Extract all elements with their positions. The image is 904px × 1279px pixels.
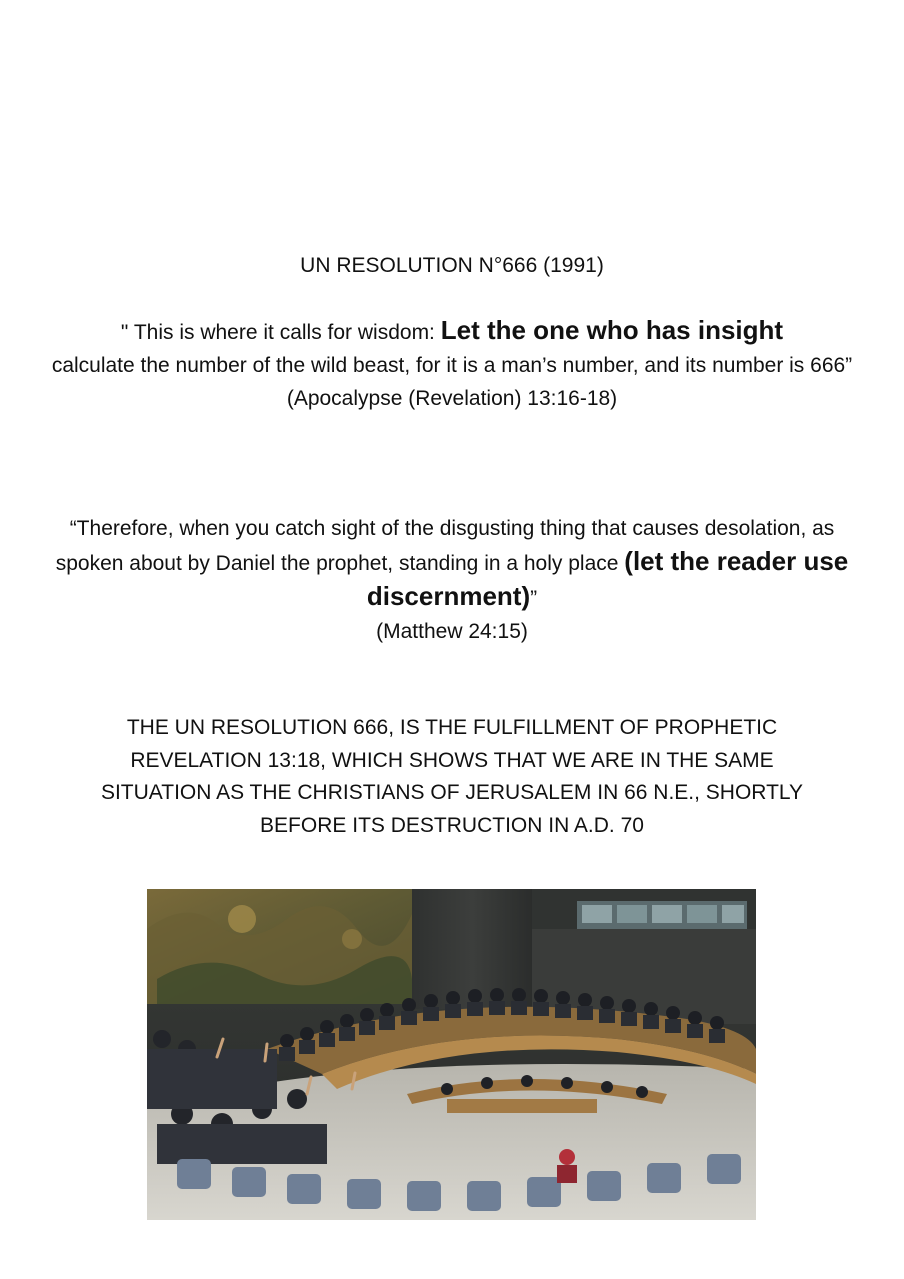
matthew-quote-emphasis: (let the reader use discernment) [366,546,849,611]
matthew-quote-close: ” [530,587,538,610]
revelation-reference: (Apocalypse (Revelation) 13:16-18) [286,387,618,410]
matthew-quote-text: “Therefore, when you catch sight of the disgusting thing that causes desolation, as spoken about by Daniel the prophet, standing in a holy place [55,517,835,575]
matthew-reference: (Matthew 24:15) [376,620,528,643]
revelation-quote-open: " This is where it calls for wisdom: [120,321,441,344]
revelation-quote [40,314,864,415]
revelation-quote-emphasis: Let the one who has insight [440,315,784,345]
fulfillment-statement: THE UN RESOLUTION 666, IS THE FULFILLMENT OF PROPHETIC REVELATION 13:18, WHICH SHOWS THAT WE ARE IN THE SAME SITUATION AS THE CHRISTIANS OF JERUSALEM IN 66 N.E., SHORTLY BEFORE ITS DESTRUCTION IN A.D. 70 [100,716,804,837]
un-security-council-photo [147,889,756,1220]
matthew-quote [40,512,864,648]
page-title: UN RESOLUTION N°666 (1991) [300,254,604,277]
revelation-quote-rest: calculate the number of the wild beast, for it is a man’s number, and its number is 666” [51,354,853,377]
